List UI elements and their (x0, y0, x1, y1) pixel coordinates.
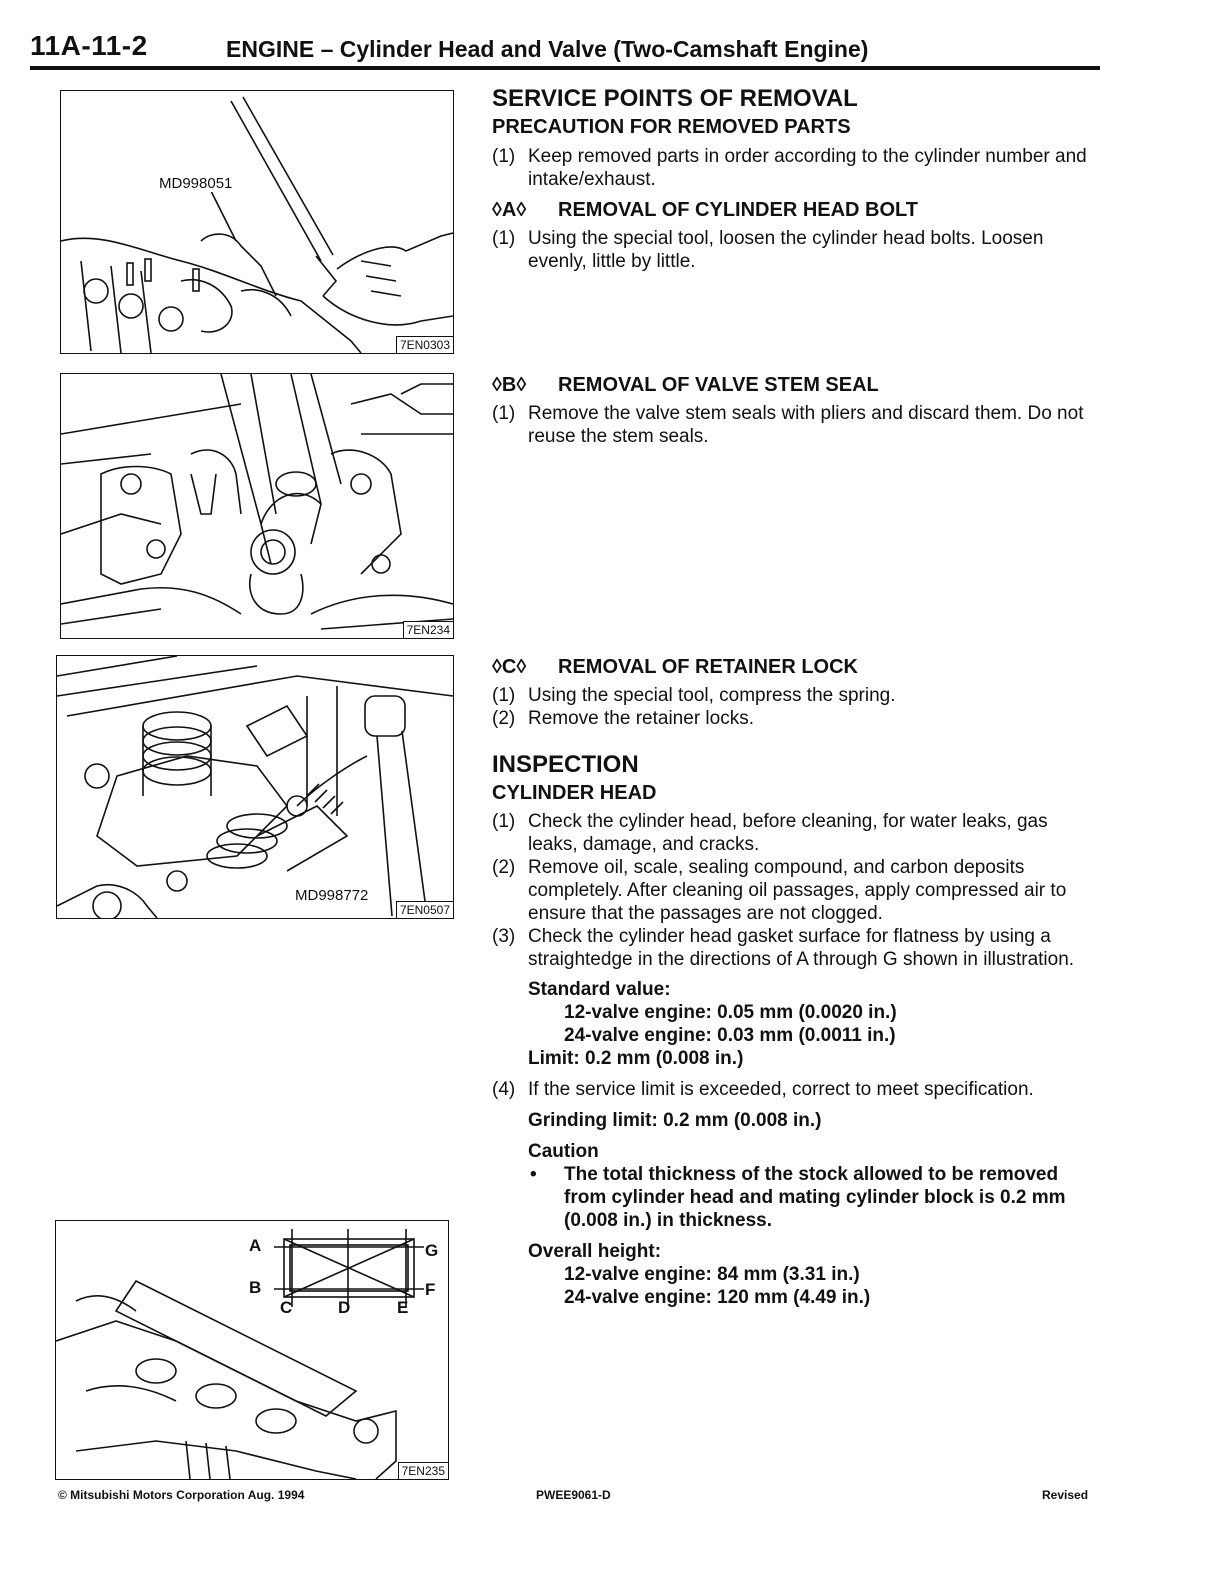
caution-label: Caution (528, 1141, 599, 1162)
step-text: Keep removed parts in order according to the cylinder number and intake/exhaust. (528, 146, 1087, 190)
step-number: (1) (492, 685, 516, 706)
direction-label-a: A (249, 1236, 262, 1255)
ref-mark-b: ◊B◊ (492, 374, 527, 396)
footer-status: Revised (1042, 1488, 1089, 1502)
service-points-title: SERVICE POINTS OF REMOVAL (492, 85, 858, 112)
step-text: If the service limit is exceeded, correct to meet specification. (528, 1079, 1034, 1100)
figure-flatness-check (55, 1220, 449, 1480)
direction-label-f: F (425, 1280, 436, 1299)
figure-code: 7EN235 (398, 1462, 448, 1479)
service-points-section (492, 84, 1098, 273)
direction-label-e: E (397, 1298, 409, 1317)
removal-a-step-1 (492, 227, 1098, 273)
step-number: (1) (492, 146, 516, 167)
ref-mark-c: ◊C◊ (492, 656, 527, 678)
retainer-lock-illustration (57, 656, 453, 918)
inspection-step-3 (492, 925, 1098, 971)
step-text: Using the special tool, compress the spring. (528, 685, 896, 706)
step-number: (1) (492, 228, 516, 249)
figure-code: 7EN0303 (396, 336, 453, 353)
step-text: Remove the valve stem seals with pliers and discard them. Do not reuse the stem seals. (528, 403, 1084, 447)
inspection-title: INSPECTION (492, 751, 639, 778)
removal-a-heading (492, 197, 1098, 223)
standard-value-24-valve: 24-valve engine: 0.03 mm (0.0011 in.) (564, 1025, 896, 1046)
caution-text: The total thickness of the stock allowed to be removed from cylinder head and mating cylinder block is 0.2 mm (0.008 in.) in thickness. (564, 1164, 1066, 1231)
section-title: ENGINE – Cylinder Head and Valve (Two-Camshaft Engine) (226, 36, 869, 62)
inspection-step-4 (492, 1078, 1098, 1101)
flatness-check-illustration (56, 1221, 448, 1479)
step-text: Check the cylinder head, before cleaning, for water leaks, gas leaks, damage, and cracks. (528, 811, 1048, 855)
overall-height-label: Overall height: (528, 1241, 662, 1262)
cylinder-head-title: CYLINDER HEAD (492, 782, 657, 804)
direction-label-d: D (338, 1298, 351, 1317)
overall-height-24-valve: 24-valve engine: 120 mm (4.49 in.) (564, 1287, 871, 1308)
removal-b-heading (492, 372, 1098, 398)
grinding-limit: Grinding limit: 0.2 mm (0.008 in.) (528, 1110, 822, 1131)
removal-c-heading (492, 654, 1098, 680)
figure-code: 7EN0507 (396, 901, 453, 918)
removal-b-section (492, 372, 1098, 448)
bullet-dot: • (530, 1164, 537, 1185)
page-number: 11A-11-2 (30, 30, 148, 61)
valve-stem-seal-illustration (61, 374, 453, 638)
direction-label-b: B (249, 1278, 262, 1297)
inspection-step-1 (492, 810, 1098, 856)
precaution-title: PRECAUTION FOR REMOVED PARTS (492, 116, 851, 138)
step-text: Remove the retainer locks. (528, 708, 754, 729)
ref-mark-a: ◊A◊ (492, 199, 527, 221)
removal-c-section (492, 654, 1098, 1309)
step-number: (3) (492, 926, 516, 947)
cylinder-head-bolt-illustration (61, 91, 453, 353)
step-number: (1) (492, 811, 516, 832)
step-number: (2) (492, 708, 516, 729)
figure-valve-stem-seal (60, 373, 454, 639)
page-header (30, 30, 1100, 70)
footer-doc-code: PWEE9061-D (536, 1488, 611, 1502)
limit-value: Limit: 0.2 mm (0.008 in.) (528, 1048, 744, 1069)
figure-cylinder-head-bolt (60, 90, 454, 354)
step-number: (1) (492, 403, 516, 424)
step-text: Check the cylinder head gasket surface for flatness by using a straightedge in the directions of A through G shown in illustration. (528, 926, 1075, 970)
removal-c-step-1 (492, 684, 1098, 707)
standard-value-12-valve: 12-valve engine: 0.05 mm (0.0020 in.) (564, 1002, 897, 1023)
direction-label-g: G (425, 1241, 439, 1260)
step-text: Using the special tool, loosen the cylinder head bolts. Loosen evenly, little by little. (528, 228, 1044, 272)
tool-label-md998772: MD998772 (295, 887, 369, 904)
tool-label-md998051: MD998051 (159, 175, 233, 192)
removal-c-title: REMOVAL OF RETAINER LOCK (558, 656, 858, 678)
removal-a-title: REMOVAL OF CYLINDER HEAD BOLT (558, 199, 918, 221)
figure-retainer-lock (56, 655, 454, 919)
step-number: (2) (492, 857, 516, 878)
footer-copyright: © Mitsubishi Motors Corporation Aug. 1994 (58, 1488, 305, 1502)
figure-code: 7EN234 (403, 621, 453, 638)
overall-height-12-valve: 12-valve engine: 84 mm (3.31 in.) (564, 1264, 860, 1285)
step-text: Remove oil, scale, sealing compound, and carbon deposits completely. After cleaning oil passages, apply compressed air to ensure that the passages are not clogged. (528, 857, 1067, 924)
step-number: (4) (492, 1079, 516, 1100)
caution-item (492, 1163, 1098, 1232)
removal-b-title: REMOVAL OF VALVE STEM SEAL (558, 374, 879, 396)
inspection-step-2 (492, 856, 1098, 925)
standard-value-label: Standard value: (528, 979, 671, 1000)
removal-b-step-1 (492, 402, 1098, 448)
removal-c-step-2 (492, 707, 1098, 730)
precaution-step-1 (492, 145, 1098, 191)
direction-label-c: C (280, 1298, 293, 1317)
